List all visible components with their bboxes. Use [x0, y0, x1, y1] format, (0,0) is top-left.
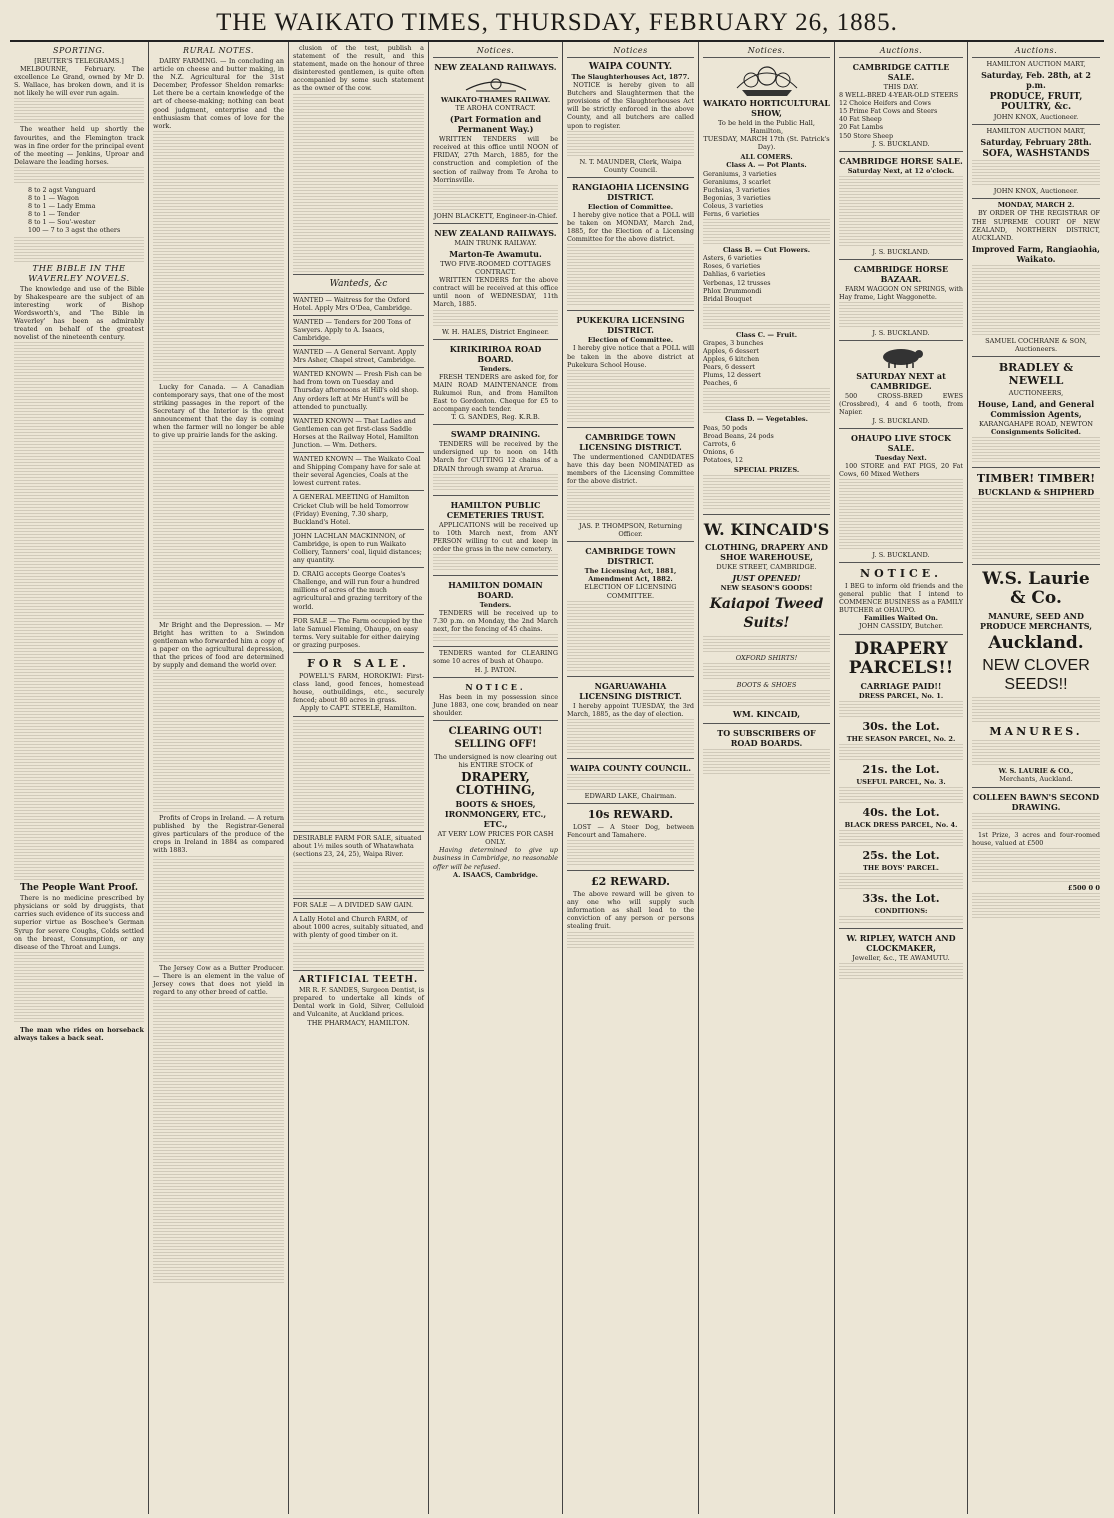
column-5: [563, 42, 699, 1514]
lot-item: 20 Fat Lambs: [839, 123, 884, 132]
election-committee: ELECTION OF LICENSING COMMITTEE.: [584, 583, 677, 600]
domain-title: HAMILTON DOMAIN BOARD.: [448, 580, 543, 600]
licensing-act: The Licensing Act, 1881, Amendment Act, 1882.: [584, 567, 677, 584]
horse-sale-title: CAMBRIDGE HORSE SALE.: [839, 155, 963, 166]
rangiaohia-text: I hereby give notice that a POLL will be taken on MONDAY, March 2nd, 1885, for the Election of a Licensing Committee for the above district.: [567, 210, 694, 244]
mart-title: HAMILTON AUCTION MART,: [986, 60, 1086, 68]
prize-item: Dahlias, 6 varieties: [703, 270, 766, 279]
horse-bazaar-title: CAMBRIDGE HORSE BAZAAR.: [853, 263, 949, 284]
duke-street: DUKE STREET, CAMBRIDGE.: [716, 563, 817, 572]
dress-parcel: DRESS PARCEL, No. 1.: [858, 691, 944, 700]
rangiaohia-election: Election of Committee.: [587, 202, 674, 211]
ohaupo-sale-title: OHAUPO LIVE STOCK SALE.: [851, 432, 951, 453]
road-board-title: TO SUBSCRIBERS OF ROAD BOARDS.: [717, 728, 816, 749]
prize-item: Roses, 6 varieties: [703, 262, 761, 271]
railway-crest-icon: [456, 74, 536, 94]
notices-heading: Notices.: [476, 46, 515, 55]
cambridge-town-title: CAMBRIDGE TOWN LICENSING DISTRICT.: [579, 431, 682, 452]
domain-text: TENDERS will be received up to 7.30 p.m. on Monday, the 2nd March next, for the fencing of 45 chains.: [433, 609, 558, 634]
wanted-ad: WANTED KNOWN — The Waikato Coal and Shipping Company have for sale at their several Agencies, Coals at the lowest current rates.: [293, 452, 424, 490]
prize-item: Potatoes, 12: [703, 455, 743, 464]
flower-basket-icon: [717, 62, 817, 96]
column-7: [835, 42, 968, 1514]
result-line: 8 to 1 — Sou'-wester: [28, 218, 96, 227]
conditions: CONDITIONS:: [874, 907, 928, 915]
mart-date: Saturday, Feb. 28th, at 2 p.m.: [981, 70, 1091, 91]
pukekura-text: I hereby give notice that a POLL will be taken in the above district at Pukekura School House.: [567, 344, 694, 369]
craig-ad: D. CRAIG accepts George Coates's Challenge, and will run four a hundred millions of acres of the much agricultural and grazing territory of the world.: [293, 567, 424, 613]
cambridge-district-title: CAMBRIDGE TOWN DISTRICT.: [585, 546, 676, 567]
registrar-order: BY ORDER OF THE REGISTRAR OF THE SUPREME COURT OF NEW ZEALAND, NORTHERN DISTRICT, AUCKLAND.: [972, 209, 1100, 242]
railways-title: NEW ZEALAND RAILWAYS.: [434, 62, 557, 72]
meeting-ad: A GENERAL MEETING of Hamilton Cricket Club will be held Tomorrow (Friday) Evening, 7.30 sharp, Buckland's Hotel.: [293, 490, 424, 528]
buckland-signature: J. S. BUCKLAND.: [872, 247, 930, 256]
stock-text: 100 STORE and FAT PIGS, 20 Fat Cows, 60 Mixed Wethers: [839, 461, 963, 478]
bible-heading: THE BIBLE IN THE WAVERLEY NOVELS.: [28, 263, 130, 284]
wanted-ad: WANTED KNOWN — That Ladies and Gentlemen can get first-class Saddle Horses at the Railway Hotel, Hamilton Junction. — Wm. Dethers.: [293, 414, 424, 452]
prize-item: Geraniums, 3 scarlet: [703, 177, 771, 186]
laurie-title: W.S. Laurie & Co.: [982, 569, 1090, 609]
prize-item: Peas, 50 pods: [703, 423, 748, 432]
fruit-list: [703, 339, 830, 388]
column-8: [968, 42, 1104, 1514]
butcher-notice: I BEG to inform old friends and the general public that I intend to COMMENCE BUSINESS as a FAMILY BUTCHER at OHAUPO.: [839, 581, 963, 615]
prize-item: Peaches, 6: [703, 379, 738, 388]
ripley-location: Jeweller, &c., TE AWAMUTU.: [852, 954, 950, 963]
edward-lake-signature: EDWARD LAKE, Chairman.: [584, 791, 677, 800]
column-6: [699, 42, 835, 1514]
cut-flowers-list: [703, 254, 830, 303]
class-d-title: Class D. — Vegetables.: [725, 415, 808, 424]
buckland-shipherd: BUCKLAND & SHIPHERD: [977, 487, 1095, 498]
prize-item: Phlox Drummondi: [703, 286, 762, 295]
improved-farm: Improved Farm, Rangiaohia, Waikato.: [972, 243, 1100, 264]
desirable-farm-ad: DESIRABLE FARM FOR SALE, situated about 1½ miles south of Whatawhata (sections 23, 24, 25), Waipa River.: [293, 831, 424, 861]
show-venue: To be held in the Public Hall, Hamilton,: [718, 119, 815, 136]
auckland-title: Auckland.: [988, 633, 1084, 654]
pukekura-election: Election of Committee.: [587, 336, 674, 345]
all-comers: ALL COMERS.: [740, 153, 793, 162]
prize-item: Ferns, 6 varieties: [703, 210, 760, 219]
cemetery-title: HAMILTON PUBLIC CEMETERIES TRUST.: [446, 499, 545, 520]
railway-signature: JOHN BLACKETT, Engineer-in-Chief.: [433, 211, 558, 220]
sheep-icon: [871, 345, 931, 369]
wanteds-heading: Wanteds, &c: [329, 278, 388, 289]
col3-opening-paragraph: clusion of the test, publish a statement of the result, and this statement, made on the honour of three disinterested gentlemen, is quite often accompanied by some such statement as the owner of the cow.: [293, 44, 424, 93]
timber-title: TIMBER! TIMBER!: [976, 472, 1096, 486]
ngaruawahia-text: I hereby appoint TUESDAY, the 3rd March, 1885, as the day of election.: [567, 701, 694, 718]
class-a-title: Class A. — Pot Plants.: [726, 161, 807, 170]
oxford-shirts: OXFORD SHIRTS!: [735, 654, 798, 663]
price-25s: 25s. the Lot.: [862, 848, 940, 862]
marton-title: NEW ZEALAND RAILWAYS.: [434, 227, 557, 238]
domain-tenders: Tenders.: [479, 601, 512, 609]
this-day: THIS DAY.: [883, 83, 919, 91]
pot-plants-list: [703, 170, 830, 219]
waipa-county-title: WAIPA COUNTY.: [588, 62, 673, 72]
black-dress-parcel: BLACK DRESS PARCEL, No. 4.: [844, 820, 958, 829]
isaacs-signature: A. ISAACS, Cambridge.: [453, 870, 538, 879]
cattle-sale-title: CAMBRIDGE CATTLE SALE.: [852, 62, 950, 82]
special-prizes: SPECIAL PRIZES.: [733, 466, 800, 474]
prizes-total: £500 0 0: [1067, 883, 1100, 892]
families-waited: Families Waited On.: [864, 614, 938, 623]
refused-text: Having determined to give up business in Cambridge, no reasonable offer will be refused.: [433, 846, 558, 871]
prize-item: Grapes, 3 bunches: [703, 338, 764, 347]
marton-signature: W. H. HALES, District Engineer.: [441, 327, 550, 336]
clothing-warehouse: CLOTHING, DRAPERY AND SHOE WAREHOUSE,: [705, 542, 828, 563]
tuesday-next: Tuesday Next.: [875, 453, 927, 462]
knox-signature-2: JOHN KNOX, Auctioneer.: [993, 187, 1079, 196]
people-proof-paragraph: There is no medicine prescribed by physicians or sold by druggists, that carries such evidence of its success and superior virtue as Boschee's German Syrup for severe Coughs, Colds settled on the breast, Consumption, or any disease of the Throat and Lungs.: [14, 894, 144, 951]
marton-subtitle: MAIN TRUNK RAILWAY.: [454, 238, 537, 247]
new-clover-seeds: NEW CLOVER SEEDS!!: [982, 657, 1090, 694]
result-line: 8 to 1 — Wagon: [28, 194, 79, 203]
formation-title: (Part Formation and Permanent Way.): [449, 114, 542, 135]
rural-paragraph-5: The Jersey Cow as a Butter Producer. — There is an element in the value of Jersey cows that does not yield in regard to any other breed of cattle.: [153, 963, 284, 996]
mart-title-2: HAMILTON AUCTION MART,: [986, 127, 1086, 136]
sporting-paragraph-2: The weather held up shortly the favourites, and the Flemington track was in fine order for the principal event of the meeting — Jenkins, Uproar and Delaware the leading horses.: [14, 125, 144, 166]
column-1: [10, 42, 149, 1514]
horticultural-show-title: WAIKATO HORTICULTURAL SHOW,: [703, 98, 830, 118]
slaughter-act: The Slaughterhouses Act, 1877.: [571, 73, 690, 81]
reward-10s-text: LOST — A Steer Dog, between Fencourt and Tamahere.: [567, 822, 694, 839]
boys-parcel: THE BOYS' PARCEL.: [863, 863, 939, 872]
column-4: [429, 42, 563, 1514]
tender-text: WRITTEN TENDERS will be received at this office until NOON of FRIDAY, 27th March, 1885, for the construction and completion of the section of railway from Te Aroha to Morrinsville.: [433, 135, 558, 184]
karangahape-road: KARANGAHAPE ROAD, NEWTON: [978, 420, 1094, 429]
rural-paragraph-4: Profits of Crops in Ireland. — A return published by the Registrar-General gives particulars of the produce of the crops in Ireland in 1884 as compared with 1883.: [153, 814, 284, 855]
railway-contract: TE AROHA CONTRACT.: [455, 104, 536, 113]
bradley-newell-title: BRADLEY & NEWELL: [998, 361, 1074, 388]
tenders-signature: H. J. PATON.: [474, 665, 517, 674]
notice-text: Has been in my possession since June 1883, one cow, branded on near shoulder.: [433, 692, 558, 717]
lot-item: 8 WELL-BRED 4-YEAR-OLD STEERS: [839, 91, 959, 100]
boots-and-shoes: BOOTS & SHOES: [736, 681, 797, 690]
gain-ad: FOR SALE — A DIVIDED SAW GAIN.: [293, 898, 424, 912]
class-b-title: Class B. — Cut Flowers.: [722, 246, 811, 255]
merchants-auckland: Merchants, Auckland.: [999, 775, 1073, 784]
column-2: [149, 42, 289, 1514]
cottages-title: TWO FIVE-ROOMED COTTAGES CONTRACT.: [440, 259, 551, 277]
wanted-ad: WANTED — A General Servant. Apply Mrs Asher, Chapel street, Cambridge.: [293, 345, 424, 367]
ewes-text: 500 CROSS-BRED EWES (Crossbred), 4 and 6 tooth, from Napier.: [839, 392, 963, 417]
show-date: TUESDAY, MARCH 17th (St. Patrick's Day).: [703, 135, 830, 152]
prize-item: Verbenas, 12 trusses: [703, 278, 771, 287]
prize-item: Bridal Bouquet: [703, 294, 752, 303]
laurie-co-small: W. S. LAURIE & CO.,: [998, 767, 1074, 776]
cochrane-signature: SAMUEL COCHRANE & SON, Auctioneers.: [985, 336, 1087, 353]
column-3: [289, 42, 429, 1514]
monday-march: MONDAY, MARCH 2.: [997, 201, 1075, 210]
prize-item: Apples, 6 kitchen: [703, 355, 760, 364]
apply-steele: Apply to CAPT. STEELE, Hamilton.: [300, 704, 417, 713]
result-line: 8 to 1 — Tender: [28, 210, 80, 219]
notice-title: NOTICE.: [860, 566, 942, 580]
kincaid-footer: WM. KINCAID,: [732, 709, 801, 720]
saturday-noon: Saturday Next, at 12 o'clock.: [847, 166, 955, 175]
swamp-title: SWAMP DRAINING.: [450, 429, 541, 440]
dentist-text: MR R. F. SANDES, Surgeon Dentist, is prepared to undertake all kinds of Dental work in Gold, Silver, Celluloid and Vulcanite, at Auckland prices.: [293, 986, 424, 1019]
wanted-ad: WANTED KNOWN — Fresh Fish can be had from town on Tuesday and Thursday afternoons at Hill's old shop. Any orders left at Mr Hunt's will be attended to punctually.: [293, 367, 424, 413]
rural-notes-heading: RURAL NOTES.: [183, 46, 254, 55]
kincaid-title: W. KINCAID'S: [703, 520, 830, 540]
sporting-results: [14, 186, 144, 235]
cattle-list: [839, 91, 963, 140]
cassidy-signature: JOHN CASSIDY, Butcher.: [858, 622, 944, 631]
knox-signature: JOHN KNOX, Auctioneer.: [993, 113, 1079, 122]
auctioneers-label: AUCTIONEERS,: [1008, 389, 1064, 398]
slaughter-text: NOTICE is hereby given to all Butchers and Slaughtermen that the provisions of the Slaughterhouses Act will be strictly enforced in the above County, and all butchers are called upon to register.: [567, 81, 694, 130]
rural-paragraph-2: Lucky for Canada. — A Canadian contemporary says, that one of the most striking passages in the report of the Secretary of the Interior is the great announcement that the day is coming when the farmer will no longer be able to give up prairie lands for the asking.: [153, 382, 284, 440]
class-c-title: Class C. — Fruit.: [735, 330, 798, 339]
drapery-parcels-title: DRAPERY PARCELS!!: [848, 638, 954, 678]
kirikiriroa-text: FRESH TENDERS are asked for, for MAIN ROAD MAINTENANCE from Rukumoi Run, and from Hamilton East to Gordonton. Cheque for £5 to accompany each tender.: [433, 372, 558, 414]
low-prices: AT VERY LOW PRICES FOR CASH ONLY.: [437, 830, 554, 847]
drapery-clothing: DRAPERY, CLOTHING,: [455, 770, 536, 798]
people-proof-heading: The People Want Proof.: [19, 883, 139, 894]
mart-date-2: Saturday, February 28th.: [980, 137, 1092, 148]
waipa-council-title: WAIPA COUNTY COUNCIL.: [569, 762, 692, 773]
result-line: 100 — 7 to 3 agst the others: [28, 226, 121, 235]
sporting-paragraph-1: MELBOURNE, February. The excellence Le Grand, owned by Mr D. S. Wallace, has broken down, and it is not likely he will ever run again.: [14, 65, 144, 98]
kirikiriroa-tenders: Tenders.: [479, 364, 512, 373]
vegetables-list: [703, 424, 830, 464]
kaiapoi-tweed: Kaiapoi Tweed Suits!: [709, 596, 824, 632]
marton-line: Marton-Te Awamutu.: [449, 248, 542, 259]
entire-stock: The undersigned is now clearing out his ENTIRE STOCK of: [434, 752, 557, 770]
pukekura-title: PUKEKURA LICENSING DISTRICT.: [576, 315, 685, 336]
columns: [10, 42, 1104, 1514]
auctions-heading: Auctions.: [879, 46, 923, 55]
lot-item: 15 Prime Fat Cows and Steers: [839, 107, 938, 116]
produce-title: PRODUCE, FRUIT, POULTRY, &c.: [989, 92, 1083, 113]
ripley-title: W. RIPLEY, WATCH AND CLOCKMAKER,: [846, 933, 956, 954]
cemetery-text: APPLICATIONS will be received up to 10th March next, from ANY PERSON willing to cut and keep in order the grass in the new cemetery.: [433, 520, 558, 553]
prize-item: Apples, 6 dessert: [703, 346, 759, 355]
prize-item: Geraniums, 3 varieties: [703, 169, 777, 178]
rangiaohia-title: RANGIAOHIA LICENSING DISTRICT.: [571, 181, 690, 202]
buckland-signature: J. S. BUCKLAND.: [872, 416, 930, 425]
bible-paragraph: The knowledge and use of the Bible by Shakespeare are the subject of an interesting work of Bishop Wordsworth's, and 'The Bible in Waverley' has been as admirably treated on behalf of the greatest novelist of the nineteenth century.: [14, 284, 144, 342]
useful-parcel: USEFUL PARCEL, No. 3.: [856, 777, 946, 786]
cottages-text: WRITTEN TENDERS for the above contract will be received at this office until noon of WEDNESDAY, 11th March, 1885.: [433, 276, 558, 309]
artificial-teeth-title: ARTIFICIAL TEETH.: [298, 975, 419, 986]
new-season-goods: NEW SEASON'S GOODS!: [720, 584, 813, 593]
masthead: THE WAIKATO TIMES, THURSDAY, FEBRUARY 26, 1885.: [10, 6, 1104, 42]
powell-farm-text: POWELL'S FARM, HOROKIWI: First-class land, good fences, homestead house, outbuildings, etc., securely fenced; about 80 acres in grass.: [293, 672, 424, 705]
just-opened: JUST OPENED!: [732, 573, 801, 584]
boots-shoes: BOOTS & SHOES, IRONMONGERY, ETC., ETC.,: [444, 799, 547, 830]
notices-heading-2: Notices: [613, 46, 648, 55]
reward-2-pound-text: The above reward will be given to any one who will supply such information as shall lead to the conviction of any person or persons stealing fruit.: [567, 890, 694, 931]
reward-10s-title: 10s REWARD.: [587, 807, 674, 821]
season-parcel: THE SEASON PARCEL, No. 2.: [846, 734, 956, 743]
cambridge-town-text: The undermentioned CANDIDATES have this day been NOMINATED as members of the Licensing Committee for the above district.: [567, 452, 694, 485]
farm-wagon: FARM WAGGON ON SPRINGS, with Hay frame, Light Waggonette.: [839, 284, 963, 302]
colleen-bawn-title: COLLEEN BAWN'S SECOND DRAWING.: [972, 791, 1100, 812]
for-sale-farm-ad: FOR SALE — The Farm occupied by the late Samuel Fleming, Ohaupo, on easy terms. Very suitable for either dairying or grazing purposes.: [293, 614, 424, 652]
sofa-title: SOFA, WASHSTANDS: [982, 149, 1090, 160]
prize-item: Pears, 6 dessert: [703, 363, 755, 372]
prize-item: Fuchsias, 3 varieties: [703, 185, 770, 194]
price-30s: 30s. the Lot.: [862, 719, 940, 733]
maunder-signature: N. T. MAUNDER, Clerk, Waipa County Council.: [579, 157, 682, 174]
closing-line: The man who rides on horseback always takes a back seat.: [14, 1025, 144, 1042]
prize-item: Onions, 6: [703, 447, 734, 456]
prize-item: Begonias, 3 varieties: [703, 193, 771, 202]
sporting-dateline: [REUTER'S TELEGRAMS.]: [34, 57, 124, 65]
prize-item: Coleus, 3 varieties: [703, 201, 764, 210]
mackinnon-ad: JOHN LACHLAN MACKINNON, of Cambridge, is open to run Waikato Colliery, Tanners' coal, liquid distances; any quantity.: [293, 529, 424, 567]
ngaruawahia-title: NGARUAWAHIA LICENSING DISTRICT.: [579, 680, 682, 701]
half-way-farm-ad: A Lally Hotel and Church FARM, of about 1000 acres, suitably situated, and with plenty of good timber on it.: [293, 912, 424, 942]
reward-2-pound-title: £2 REWARD.: [591, 875, 670, 889]
result-line: 8 to 2 agst Vanguard: [28, 185, 96, 194]
consignments-solicited: Consignments Solicited.: [991, 428, 1081, 437]
house-land-agents: House, Land, and General Commission Agents,: [977, 399, 1095, 420]
sporting-heading: SPORTING.: [53, 46, 105, 55]
thompson-signature: JAS. P. THOMPSON, Returning Officer.: [578, 522, 683, 539]
kirikiriroa-signature: T. G. SANDES, Reg. K.R.B.: [451, 413, 540, 422]
lot-item: 12 Choice Heifers and Cows: [839, 99, 931, 108]
wanted-ad: WANTED — Waitress for the Oxford Hotel. Apply Mrs O'Dea, Cambridge.: [293, 293, 424, 315]
auctions-heading-2: Auctions.: [1014, 46, 1058, 55]
prize-item: Plums, 12 dessert: [703, 371, 761, 380]
result-line: 8 to 1 — Lady Emma: [28, 202, 96, 211]
saturday-cambridge: SATURDAY NEXT at CAMBRIDGE.: [856, 371, 946, 392]
price-33s: 33s. the Lot.: [862, 892, 940, 905]
for-sale-title: FOR SALE.: [307, 657, 410, 671]
carriage-paid: CARRIAGE PAID!!: [860, 680, 942, 691]
manure-merchants: MANURE, SEED AND PRODUCE MERCHANTS,: [979, 611, 1093, 632]
clearing-title: CLEARING OUT! SELLING OFF!: [448, 725, 543, 750]
manures-title: MANURES.: [989, 725, 1083, 739]
railway-subtitle: WAIKATO-THAMES RAILWAY.: [440, 96, 551, 104]
prize-item: Broad Beans, 24 pods: [703, 431, 774, 440]
rural-paragraph-3: Mr Bright and the Depression. — Mr Bright has written to a Swindon gentleman who forwarded him a copy of a paper on the agricultural depression, that the prices of food are determined by supply and demand the world over.: [153, 620, 284, 669]
buckland-signature: J. S. BUCKLAND.: [872, 139, 930, 148]
prize-item: Asters, 6 varieties: [703, 254, 762, 263]
notices-heading-3: Notices.: [747, 46, 786, 55]
wanted-ad: WANTED — Tenders for 200 Tons of Sawyers. Apply to A. Isaacs, Cambridge.: [293, 315, 424, 345]
pharmacy-signature: THE PHARMACY, HAMILTON.: [307, 1018, 410, 1027]
lot-item: 150 Store Sheep: [839, 131, 894, 140]
kirikiriroa-title: KIRIKIRIROA ROAD BOARD.: [449, 343, 542, 364]
price-40s: 40s. the Lot.: [862, 805, 940, 819]
swamp-text: TENDERS will be received by the undersigned up to noon on 14th March for CUTTING 12 chains of a DRAIN through swamp at Ararua.: [433, 440, 558, 473]
price-21s: 21s. the Lot.: [862, 762, 940, 776]
buckland-signature: J. S. BUCKLAND.: [872, 550, 930, 559]
rural-paragraph-1: DAIRY FARMING. — In concluding an article on cheese and butter making, in the N.Z. Agricultural for the 31st December, Professor Sheldon remarks: Let there be a certain knowledge of the art of cheese-making; nothing can beat good judgment, enterprise and the enthusiasm that comes of love for the work.: [153, 57, 284, 130]
prize-item: Carrots, 6: [703, 439, 736, 448]
tenders-wanted: TENDERS wanted for CLEARING some 10 acres of bush at Ohaupo.: [433, 649, 558, 666]
buckland-signature: J. S. BUCKLAND.: [872, 329, 930, 338]
notice-title: NOTICE.: [465, 681, 526, 692]
first-prize: 1st Prize, 3 acres and four-roomed house, valued at £500: [972, 830, 1100, 847]
lot-item: 40 Fat Sheep: [839, 115, 882, 124]
